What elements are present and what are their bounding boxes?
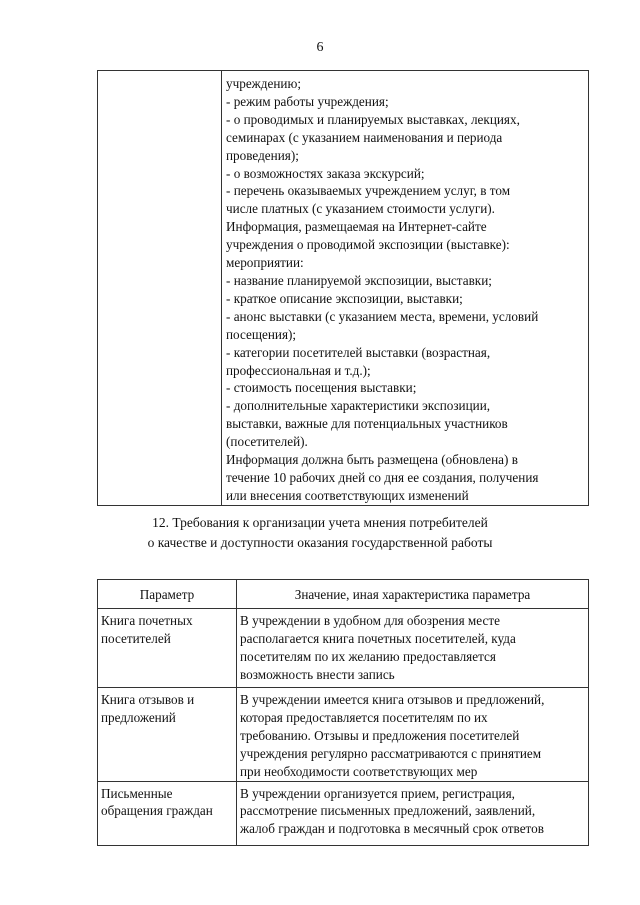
text-line: проведения);	[226, 147, 299, 163]
cell-line: Письменные	[101, 785, 173, 801]
text-line: - категории посетителей выставки (возрастная,	[226, 344, 491, 360]
parameter-cell	[98, 609, 237, 688]
cell-line: обращения граждан	[101, 803, 213, 819]
text-line: или внесения соответствующих изменений	[226, 487, 469, 503]
cell-line: жалоб граждан и подготовка в месячный срок ответов	[240, 821, 544, 837]
cell-line: В учреждении организуется прием, регистрация,	[240, 785, 515, 801]
text-line: - стоимость посещения выставки;	[226, 380, 417, 396]
value-cell	[237, 609, 589, 688]
text-line: учреждения о проводимой экспозиции (выставке):	[226, 237, 510, 253]
text-line: - название планируемой экспозиции, выставки;	[226, 272, 492, 288]
text-line: (посетителей).	[226, 434, 308, 450]
column-header-value: Значение, иная характеристика параметра	[237, 580, 589, 609]
parameter-cell	[98, 688, 237, 782]
text-line: - перечень оказываемых учреждением услуг, в том	[226, 183, 511, 199]
cell-line: посетителей	[101, 630, 171, 646]
text-line: выставки, важные для потенциальных участников	[226, 416, 508, 432]
text-line: учреждению;	[226, 76, 301, 91]
info-table-text-cell	[222, 71, 589, 506]
text-line: - о возможностях заказа экскурсий;	[226, 165, 425, 181]
info-table	[97, 70, 589, 506]
text-line: - режим работы учреждения;	[226, 93, 389, 109]
cell-line: предложений	[101, 709, 176, 725]
section-heading	[0, 513, 640, 553]
table-header-row	[98, 580, 589, 609]
table-row	[98, 688, 589, 782]
text-line: Информация, размещаемая на Интернет-сайте	[226, 219, 487, 235]
text-line: - краткое описание экспозиции, выставки;	[226, 290, 463, 306]
cell-line: В учреждении в удобном для обозрения месте	[240, 613, 500, 628]
text-line: мероприятии:	[226, 255, 304, 271]
cell-line: учреждения регулярно рассматриваются с принятием	[240, 745, 542, 761]
text-line: - о проводимых и планируемых выставках, лекциях,	[226, 111, 520, 127]
column-header-parameter: Параметр	[98, 580, 237, 609]
text-line: посещения);	[226, 326, 297, 342]
cell-line: располагается книга почетных посетителей, куда	[240, 630, 516, 646]
text-line: - анонс выставки (с указанием места, времени, условий	[226, 308, 539, 324]
page-number: 6	[316, 40, 324, 55]
cell-line: рассмотрение письменных предложений, заявлений,	[240, 803, 536, 819]
table-row	[98, 781, 589, 845]
parameter-cell	[98, 781, 237, 845]
cell-line: которая предоставляется посетителям по их	[240, 709, 488, 725]
text-line: семинарах (с указанием наименования и периода	[226, 129, 503, 145]
section-heading-line: 12. Требования к организации учета мнения потребителей	[152, 515, 488, 530]
text-line: профессиональная и т.д.);	[226, 362, 371, 378]
cell-line: Книга отзывов и	[101, 692, 195, 707]
text-line: течение 10 рабочих дней со дня ее создания, получения	[226, 469, 539, 485]
section-heading-line: о качестве и доступности оказания государственной работы	[147, 535, 493, 550]
info-table-left-cell	[98, 71, 222, 506]
value-cell	[237, 688, 589, 782]
requirements-table	[97, 579, 589, 846]
cell-line: В учреждении имеется книга отзывов и предложений,	[240, 692, 545, 707]
cell-line: требованию. Отзывы и предложения посетителей	[240, 727, 520, 743]
cell-line: Книга почетных	[101, 613, 193, 628]
cell-line: возможность внести запись	[240, 666, 395, 682]
text-line: числе платных (с указанием стоимости услуги).	[226, 201, 495, 217]
text-line: Информация должна быть размещена (обновлена) в	[226, 452, 518, 468]
cell-line: посетителям по их желанию предоставляется	[240, 648, 496, 664]
text-line: - дополнительные характеристики экспозиции,	[226, 398, 491, 414]
cell-line: при необходимости соответствующих мер	[240, 763, 478, 779]
table-row	[98, 609, 589, 688]
value-cell	[237, 781, 589, 845]
